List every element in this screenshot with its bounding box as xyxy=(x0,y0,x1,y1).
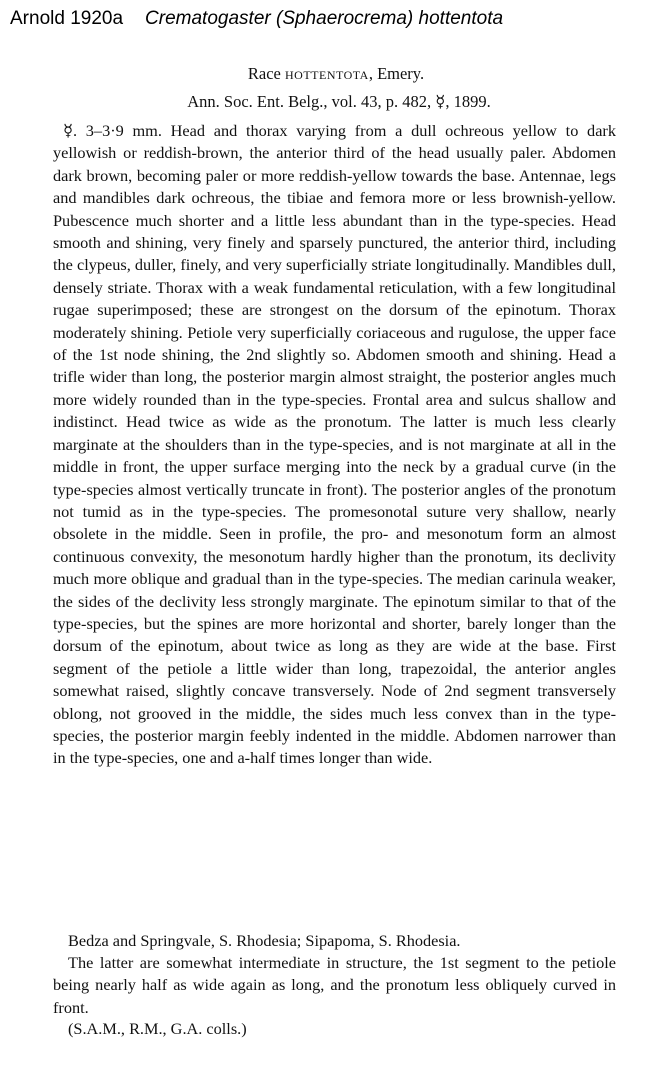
localities-line: Bedza and Springvale, S. Rhodesia; Sipapoma, S. Rhodesia. xyxy=(68,931,461,950)
intermediate-note-paragraph: The latter are somewhat intermediate in structure, the 1st segment to the petiole being nearly half as wide again as long, and the pronotum less obliquely curved in front. xyxy=(53,953,616,1017)
page-header xyxy=(10,8,503,30)
race-title xyxy=(0,64,664,84)
race-title-suffix: , Emery. xyxy=(368,64,425,83)
header-taxon-name: Crematogaster (Sphaerocrema) hottentota xyxy=(145,8,504,29)
race-name: hottentota xyxy=(285,64,369,83)
collections-line: (S.A.M., R.M., G.A. colls.) xyxy=(68,1019,247,1038)
description-paragraph: ☿. 3–3·9 mm. Head and thorax varying from a dull ochreous yellow to dark yellowish or reddish-brown, the anterior third of the head usually paler. Abdomen dark brown, becoming paler or more reddish-yellow towards the base. Antennae, legs and mandibles dark ochreous, the tibiae and femora more or less brownish-yellow. Pubescence much shorter and a little less abundant than in the type-species. Head smooth and shining, very finely and sparsely punctured, the anterior third, including the clypeus, duller, finely, and very superficially striate longitudinally. Mandibles dull, densely striate. Thorax with a weak fundamental reticulation, with a few longitudinal rugae superimposed; these are strongest on the dorsum of the epinotum. Thorax moderately shining. Petiole very superficially coriaceous and rugulose, the upper face of the 1st node shining, the 2nd slightly so. Abdomen smooth and shining. Head a trifle wider than long, the posterior margin almost straight, the posterior angles much more widely rounded than in the type-species. Frontal area and sulcus shallow and indistinct. Head twice as wide as the pronotum. The latter is much less clearly marginate at the shoulders than in the type-species, and is not marginate at all in the middle in front, the upper surface merging into the neck by a gradual curve (in the type-species almost vertically truncate in front). The posterior angles of the pronotum not tumid as in the type-species. The promesonotal suture very shallow, nearly obsolete in the middle. Seen in profile, the pro- and mesonotum form an almost continuous convexity, the mesonotum hardly higher than the pronotum, its declivity much more oblique and gradual than in the type-species. The median carinula weaker, the sides of the declivity less strongly marginate. The epinotum similar to that of the type-species, but the spines are more horizontal and shorter, barely longer than the dorsum of the epinotum, about twice as long as they are wide at the base. First segment of the petiole a little wider than long, trapezoidal, the anterior angles somewhat raised, slightly concave transversely. Node of 2nd segment transversely oblong, not grooved in the middle, the sides much less convex than in the type-species, the posterior margin feebly indented in the middle. Abdomen narrower than in the type-species, one and a-half times longer than wide. xyxy=(53,121,616,768)
race-title-prefix: Race xyxy=(247,64,281,83)
header-author-year: Arnold 1920a xyxy=(10,8,124,29)
citation-line: Ann. Soc. Ent. Belg., vol. 43, p. 482, ☿, 1899. xyxy=(187,92,491,111)
